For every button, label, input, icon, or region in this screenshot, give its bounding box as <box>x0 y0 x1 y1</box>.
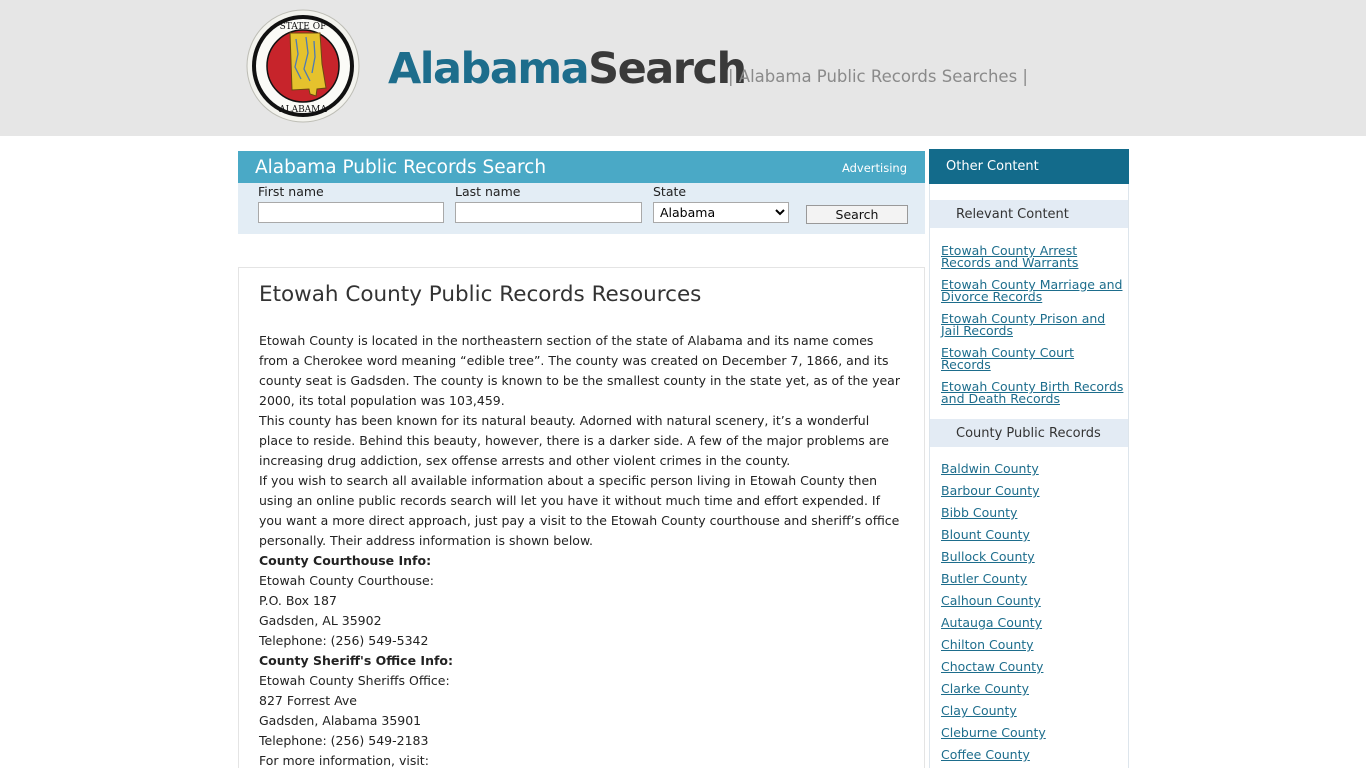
search-panel <box>238 151 925 234</box>
alabama-seal-logo[interactable] <box>246 9 360 123</box>
intro-paragraph: Etowah County is located in the northeastern section of the state of Alabama and its name comes from a Cherokee word meaning “edible tree”. The county was created on December 7, 1866, and its county seat is Gadsden. The county is known to be the smallest county in the state yet, as of the year 2000, its total population was 103,459. <box>259 333 900 408</box>
county-link[interactable]: Coffee County <box>941 747 1030 762</box>
page-title: Etowah County Public Records Resources <box>259 282 702 307</box>
sheriff-address: 827 Forrest Ave <box>259 693 357 708</box>
main-content <box>238 267 925 768</box>
logo-part-search: Search <box>588 44 746 94</box>
relevant-link[interactable]: Etowah County Marriage and Divorce Records <box>941 277 1123 304</box>
county-link[interactable]: Calhoun County <box>941 593 1041 608</box>
logo-part-alabama: Alabama <box>388 44 589 94</box>
relevant-links-list <box>941 245 1127 415</box>
county-link[interactable]: Bullock County <box>941 549 1035 564</box>
search-button[interactable]: Search <box>806 205 908 224</box>
advertising-link[interactable]: Advertising <box>841 161 907 175</box>
article-body <box>259 331 904 768</box>
search-bar <box>238 151 925 183</box>
sheriff-heading: County Sheriff's Office Info: <box>259 653 453 668</box>
relevant-content-heading: Relevant Content <box>930 200 1128 228</box>
county-link[interactable]: Clarke County <box>941 681 1029 696</box>
seal-text-top: STATE OF <box>279 22 327 32</box>
beauty-paragraph: This county has been known for its natural beauty. Adorned with natural scenery, it’s a wonderful place to reside. Behind this beauty, however, there is a darker side. A few of the major problems are increasing drug addiction, sex offense arrests and other violent crimes in the county. <box>259 413 889 468</box>
relevant-link[interactable]: Etowah County Court Records <box>941 345 1075 372</box>
county-link[interactable]: Clay County <box>941 703 1017 718</box>
county-link[interactable]: Bibb County <box>941 505 1018 520</box>
county-links-list <box>941 458 1127 766</box>
state-select[interactable] <box>653 202 789 223</box>
search-title: Alabama Public Records Search <box>255 157 547 178</box>
last-name-input[interactable] <box>455 202 642 223</box>
last-name-label: Last name <box>455 184 521 199</box>
first-name-input[interactable] <box>258 202 444 223</box>
courthouse-heading: County Courthouse Info: <box>259 553 432 568</box>
county-link[interactable]: Blount County <box>941 527 1030 542</box>
sidebar-heading: Other Content <box>929 149 1129 184</box>
county-link[interactable]: Baldwin County <box>941 461 1039 476</box>
courthouse-phone: Telephone: (256) 549-5342 <box>259 633 429 648</box>
sheriff-name: Etowah County Sheriffs Office: <box>259 673 450 688</box>
sheriff-phone: Telephone: (256) 549-2183 <box>259 733 429 748</box>
site-header <box>0 0 1366 136</box>
relevant-link[interactable]: Etowah County Arrest Records and Warrants <box>941 243 1079 270</box>
county-link[interactable]: Autauga County <box>941 615 1043 630</box>
county-link[interactable]: Cleburne County <box>941 725 1046 740</box>
county-link[interactable]: Chilton County <box>941 637 1034 652</box>
sidebar <box>929 149 1129 768</box>
relevant-link[interactable]: Etowah County Prison and Jail Records <box>941 311 1106 338</box>
courthouse-city: Gadsden, AL 35902 <box>259 613 382 628</box>
county-link[interactable]: Choctaw County <box>941 659 1044 674</box>
site-logo[interactable] <box>388 44 746 94</box>
relevant-link[interactable]: Etowah County Birth Records and Death Records <box>941 379 1124 406</box>
site-tagline: | Alabama Public Records Searches | <box>728 67 1028 86</box>
sheriff-city: Gadsden, Alabama 35901 <box>259 713 422 728</box>
state-label: State <box>653 184 687 199</box>
seal-text-bottom: ALABAMA <box>279 105 327 115</box>
search-paragraph: If you wish to search all available information about a specific person living in Etowah County then using an online public records search will let you have it without much time and effort expended. If you want a more direct approach, just pay a visit to the Etowah County courthouse and sheriff’s office personally. Their address information is shown below. <box>259 473 900 548</box>
county-records-heading: County Public Records <box>930 419 1128 447</box>
county-link[interactable]: Butler County <box>941 571 1028 586</box>
first-name-label: First name <box>258 184 324 199</box>
county-link[interactable]: Barbour County <box>941 483 1040 498</box>
courthouse-address: P.O. Box 187 <box>259 593 337 608</box>
courthouse-name: Etowah County Courthouse: <box>259 573 434 588</box>
more-info-text: For more information, visit: <box>259 753 429 768</box>
